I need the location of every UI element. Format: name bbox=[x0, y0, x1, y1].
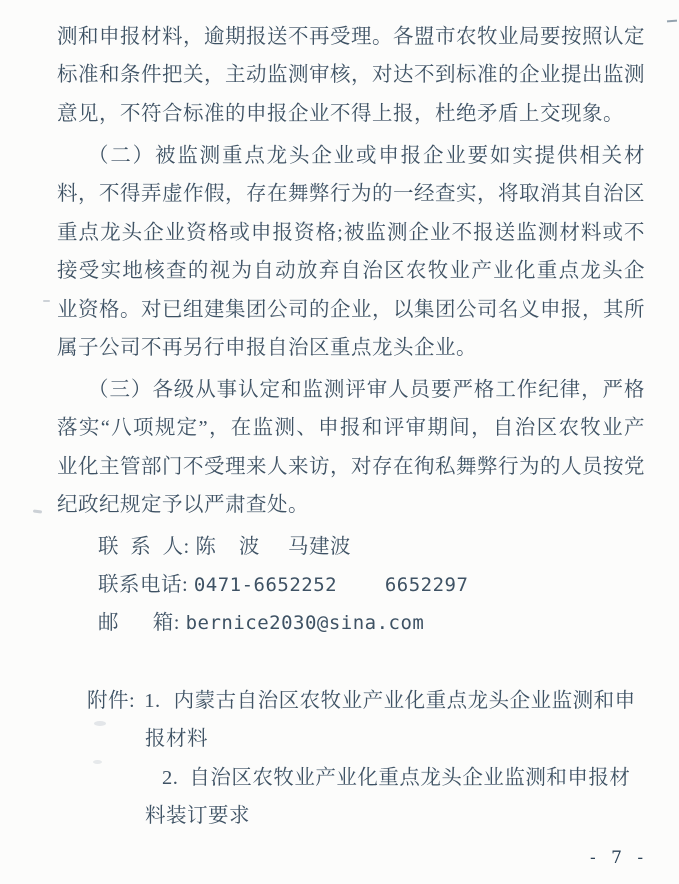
body-text-line: 业化主管部门不受理来人来访，对存在徇私舞弊行为的人员按党 bbox=[57, 456, 645, 478]
attachment-item-2-continuation: 料装订要求 bbox=[145, 805, 250, 827]
body-text-line: 标准和条件把关，主动监测审核，对达不到标准的企业提出监测 bbox=[57, 64, 645, 86]
scan-artifact-speck bbox=[33, 509, 42, 513]
attachment-item-1-row bbox=[87, 686, 647, 716]
scan-artifact-dash bbox=[667, 20, 677, 23]
contact-phone-label: 联系电话: bbox=[98, 574, 189, 596]
attachments-label: 附件: bbox=[87, 690, 136, 712]
scan-artifact-smudge bbox=[94, 721, 106, 726]
contact-email-value: bernice2030@sina.com bbox=[185, 612, 425, 634]
attachment-2-text: 自治区农牧业产业化重点龙头企业监测和申报材 bbox=[189, 767, 631, 789]
body-text-line: 意见，不符合标准的申报企业不得上报，杜绝矛盾上交现象。 bbox=[57, 103, 624, 125]
contact-person-label: 联 系 人: bbox=[98, 536, 190, 558]
body-text-line: 接受实地核查的视为自动放弃自治区农牧业产业化重点龙头企 bbox=[57, 260, 645, 282]
page-number: - 7 - bbox=[590, 848, 649, 868]
body-text-line: 纪政纪规定予以严肃查处。 bbox=[57, 494, 309, 516]
body-text-line: 重点龙头企业资格或申报资格;被监测企业不报送监测材料或不 bbox=[57, 222, 645, 244]
attachment-2-number: 2. bbox=[162, 767, 179, 789]
body-text-line: 属子公司不再另行申报自治区重点龙头企业。 bbox=[57, 337, 477, 359]
contact-email-label: 邮 箱: bbox=[98, 612, 180, 634]
contact-phone-row bbox=[98, 570, 468, 600]
attachment-1-text: 内蒙古自治区农牧业产业化重点龙头企业监测和申 bbox=[173, 690, 636, 712]
scan-artifact-speck bbox=[43, 300, 50, 302]
paragraph-2-start-line: （二）被监测重点龙头企业或申报企业要如实提供相关材 bbox=[88, 145, 645, 167]
attachment-item-1-continuation: 报材料 bbox=[145, 728, 208, 750]
scan-artifact-smudge bbox=[93, 760, 102, 764]
body-text-line: 测和申报材料，逾期报送不再受理。各盟市农牧业局要按照认定 bbox=[57, 26, 645, 48]
contact-email-row bbox=[98, 608, 424, 638]
contact-person-value: 陈 波 马建波 bbox=[195, 536, 351, 558]
body-text-line: 业资格。对已组建集团公司的企业，以集团公司名义申报，其所 bbox=[57, 299, 645, 321]
paragraph-3-start-line: （三）各级从事认定和监测评审人员要严格工作纪律，严格 bbox=[88, 379, 645, 401]
attachment-1-number: 1. bbox=[144, 690, 161, 712]
attachment-item-2-row bbox=[162, 763, 630, 793]
contact-person-row bbox=[98, 532, 351, 562]
contact-phone-value: 0471-6652252 6652297 bbox=[193, 574, 469, 596]
body-text-line: 料，不得弄虚作假，存在舞弊行为的一经查实，将取消其自治区 bbox=[57, 183, 645, 205]
body-text-line: 落实“八项规定”，在监测、申报和评审期间，自治区农牧业产 bbox=[57, 417, 645, 439]
